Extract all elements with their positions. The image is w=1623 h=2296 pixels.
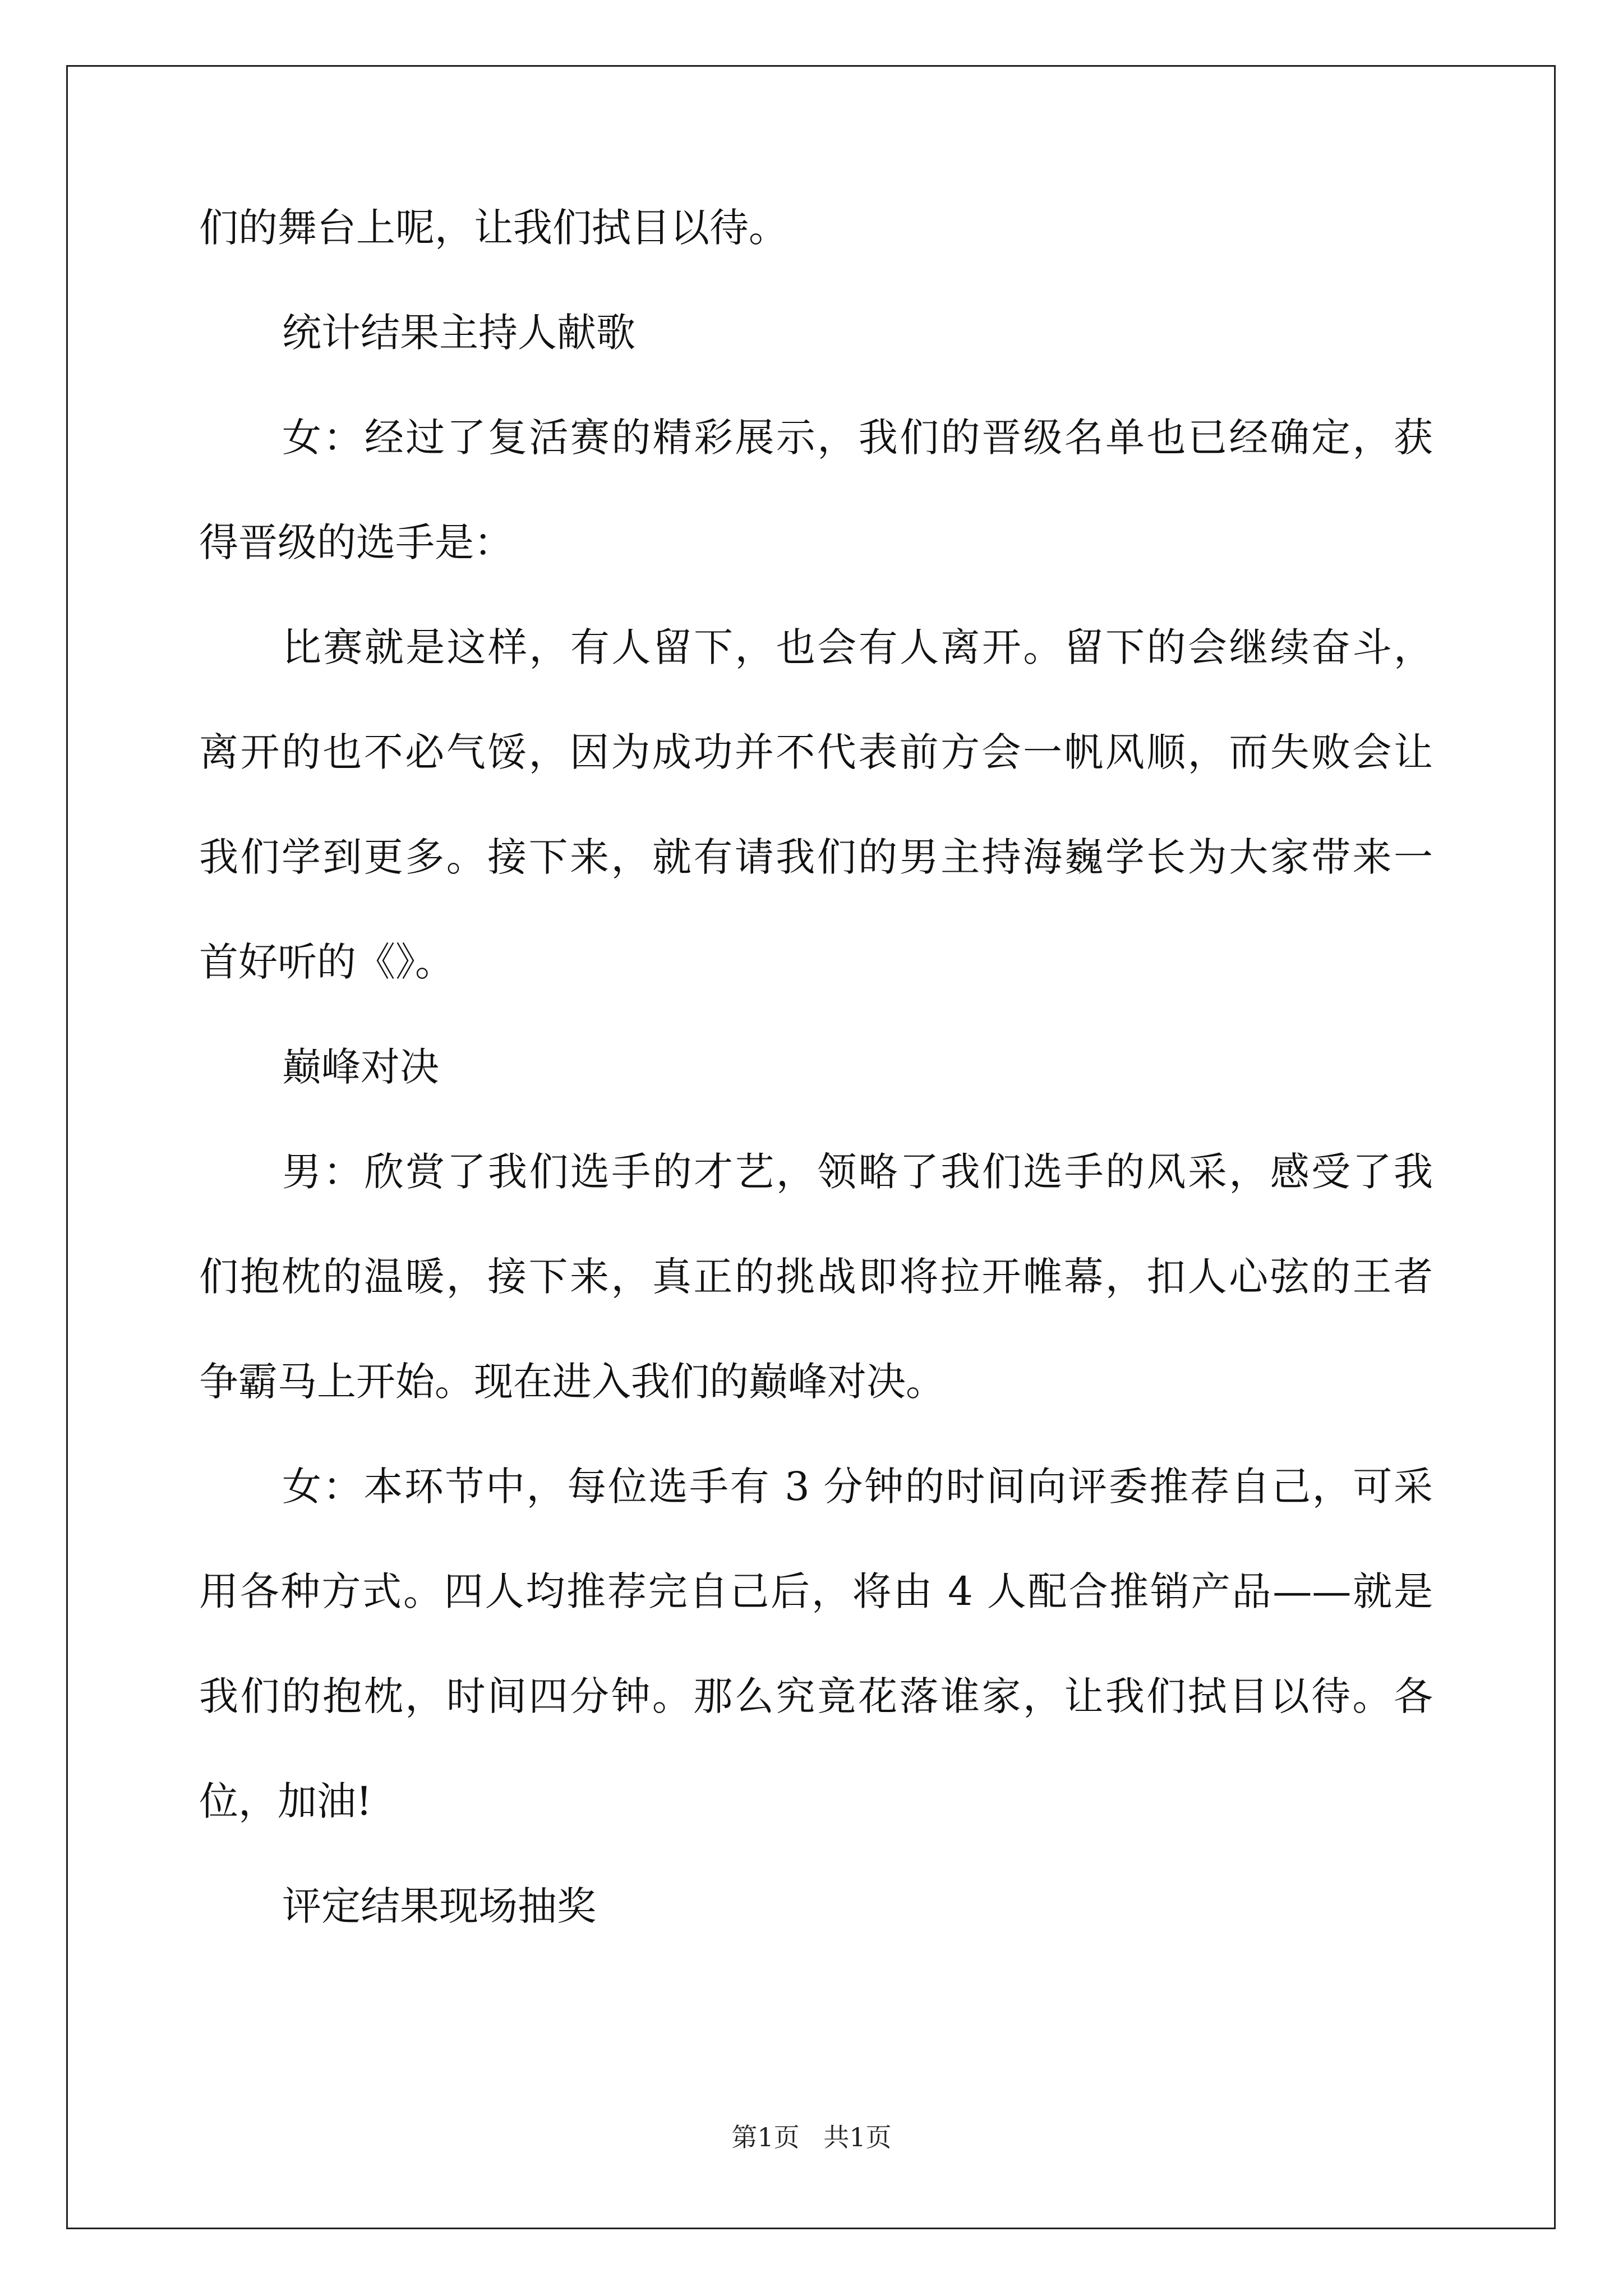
text-line: 比赛就是这样，有人留下，也会有人离开。留下的会继续奋斗， <box>282 624 1433 670</box>
text-line: 女：本环节中，每位选手有 3 分钟的时间向评委推荐自己，可采 <box>282 1464 1433 1510</box>
text-line: 们抱枕的温暖，接下来，真正的挑战即将拉开帷幕，扣人心弦的王者 <box>199 1254 1433 1300</box>
page-number: 第1页 <box>731 2122 800 2152</box>
text-line: 巅峰对决 <box>282 1044 439 1090</box>
text-line: 争霸马上开始。现在进入我们的巅峰对决。 <box>199 1359 945 1405</box>
text-line: 女：经过了复活赛的精彩展示，我们的晋级名单也已经确定，获 <box>282 415 1433 461</box>
text-line: 男：欣赏了我们选手的才艺，领略了我们选手的风采，感受了我 <box>282 1149 1433 1195</box>
text-line: 统计结果主持人献歌 <box>282 310 635 356</box>
page-total: 共1页 <box>823 2122 892 2152</box>
text-line: 得晋级的选手是： <box>199 519 513 565</box>
text-line: 位，加油! <box>199 1778 372 1824</box>
text-line: 评定结果现场抽奖 <box>282 1883 596 1929</box>
text-line: 离开的也不必气馁，因为成功并不代表前方会一帆风顺，而失败会让 <box>199 729 1433 775</box>
text-line: 我们学到更多。接下来，就有请我们的男主持海巍学长为大家带来一 <box>199 834 1433 880</box>
text-line: 首好听的《》。 <box>199 939 454 985</box>
text-line: 们的舞台上呢，让我们拭目以待。 <box>199 205 788 251</box>
page-footer <box>0 2120 1623 2154</box>
text-line: 我们的抱枕，时间四分钟。那么究竟花落谁家，让我们拭目以待。各 <box>199 1673 1433 1719</box>
text-line: 用各种方式。四人均推荐完自己后，将由 4 人配合推销产品——就是 <box>199 1568 1433 1614</box>
